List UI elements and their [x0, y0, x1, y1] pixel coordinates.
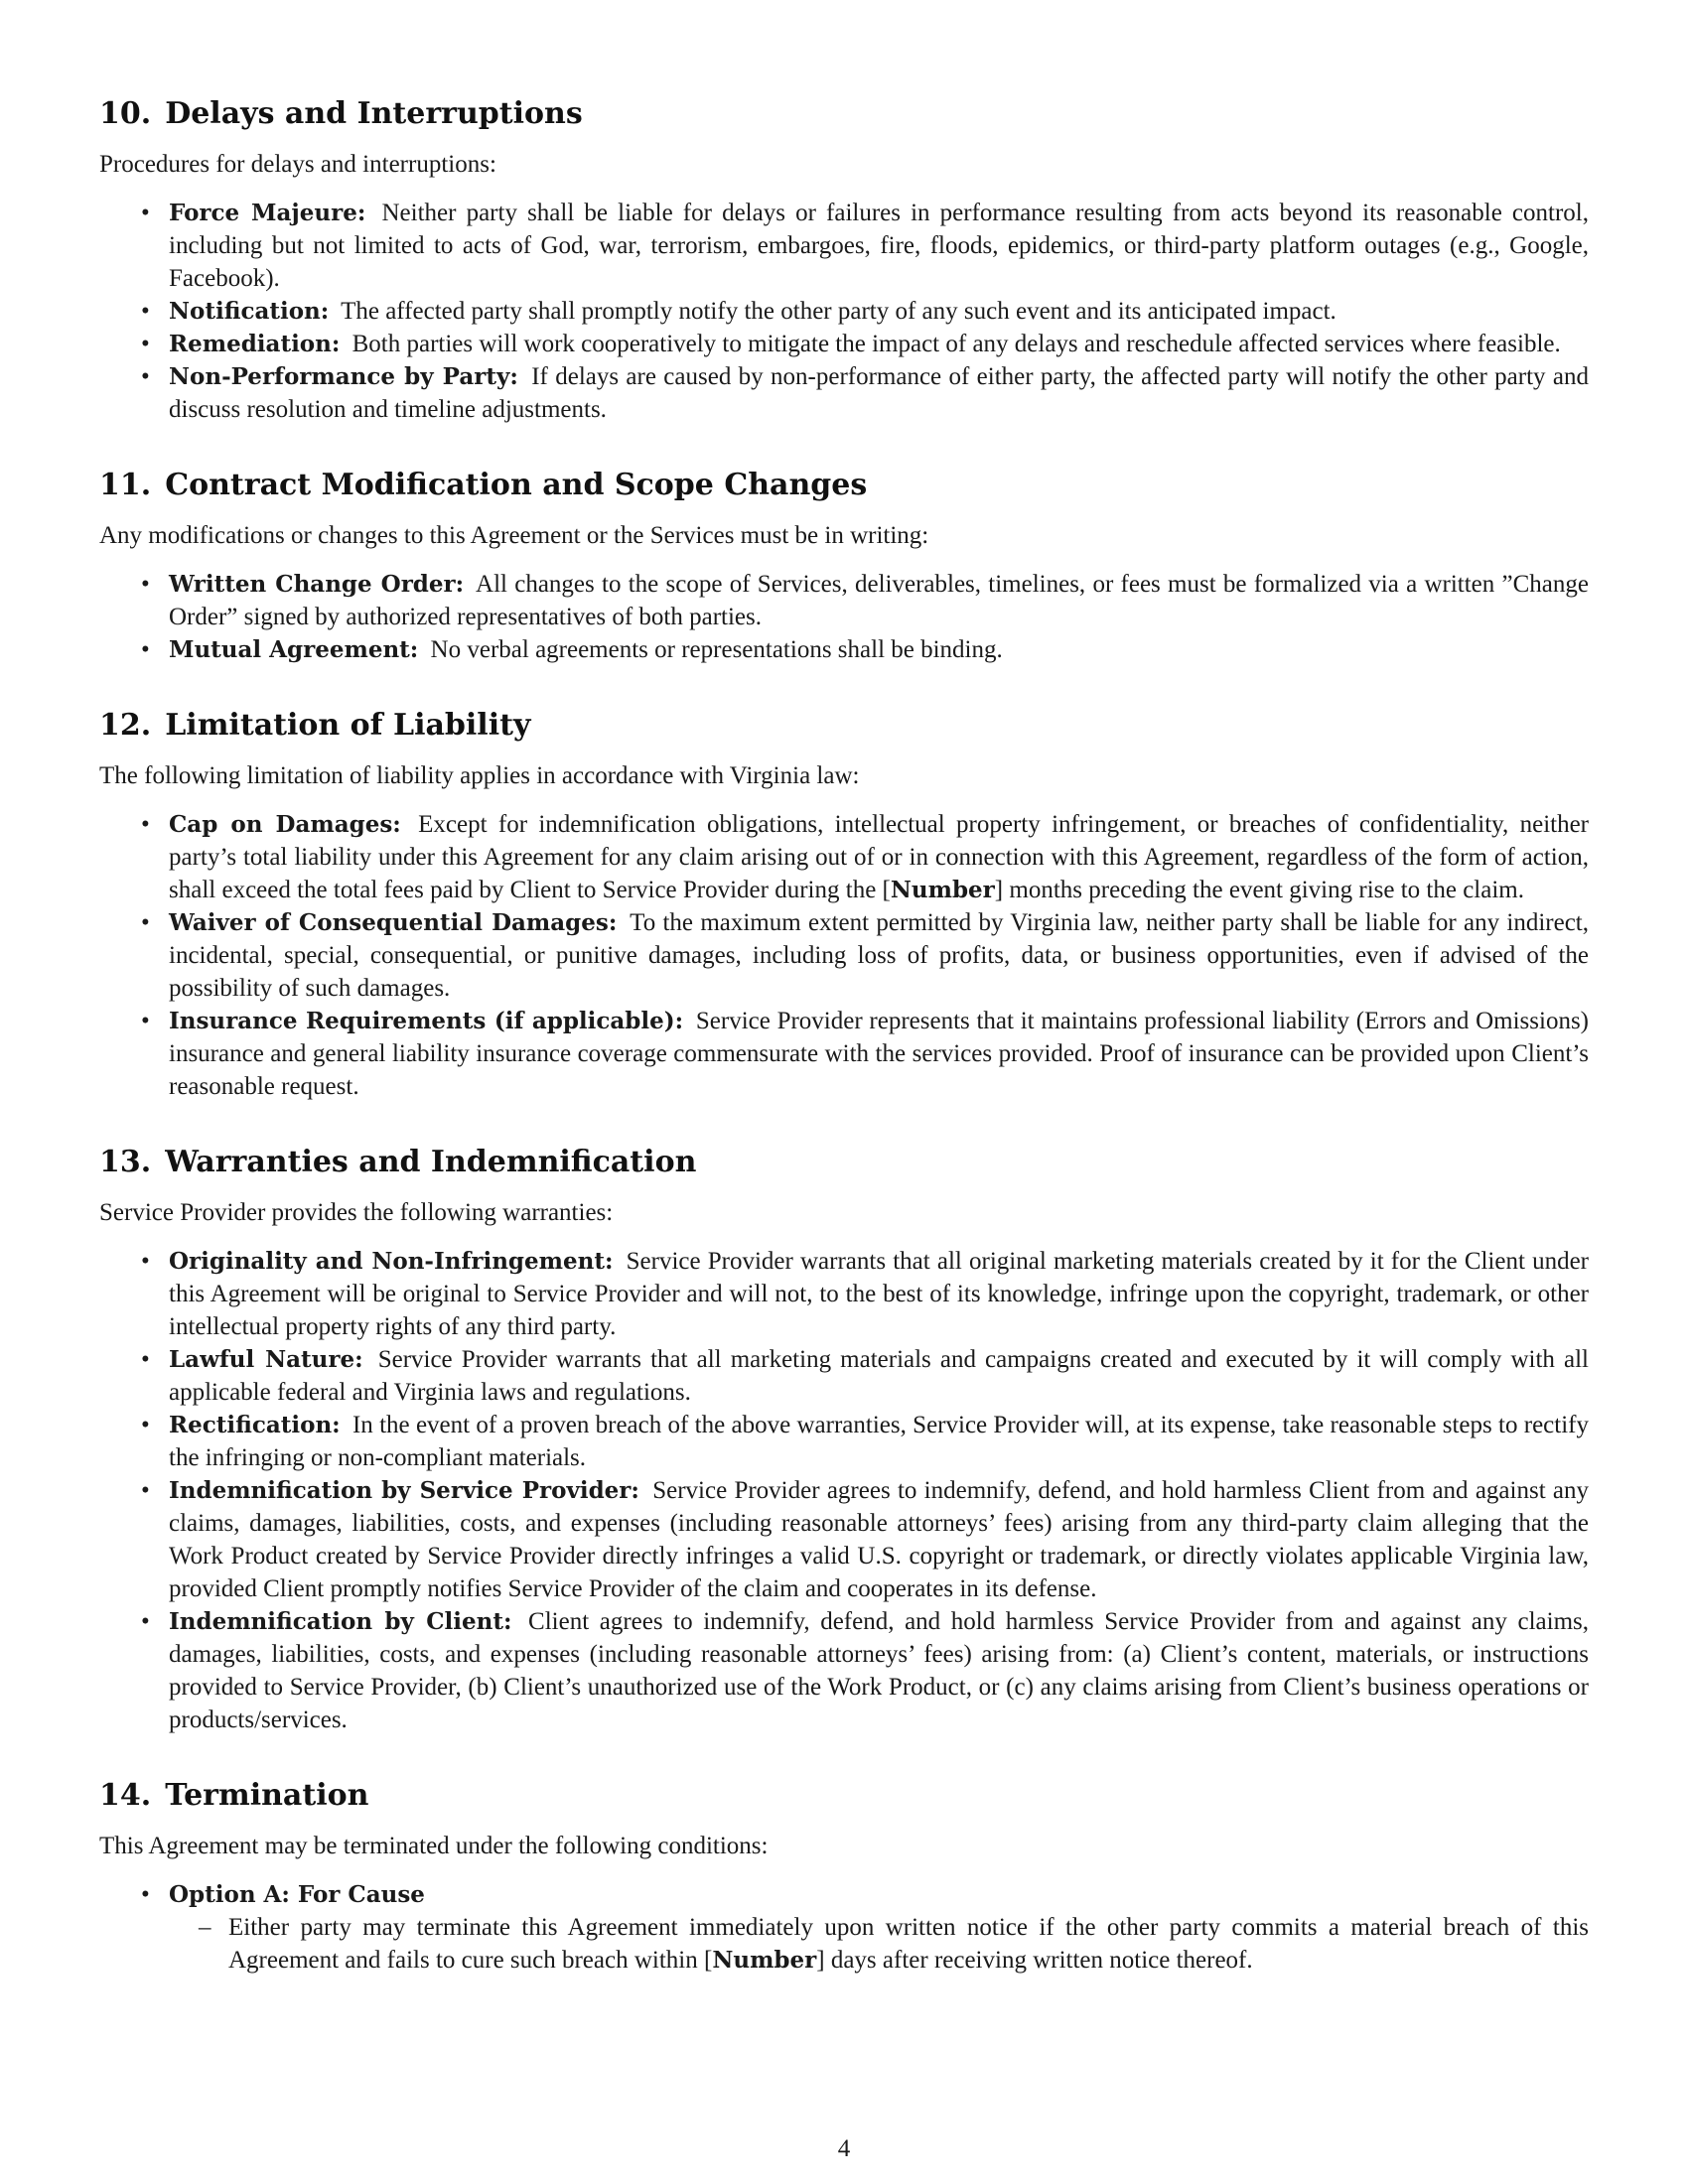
item-term: Non-Performance by Party:	[169, 363, 518, 390]
section-title: Limitation of Liability	[165, 708, 531, 743]
list-item	[169, 197, 1589, 295]
bullet-list	[99, 1878, 1589, 1977]
list-item	[169, 328, 1589, 360]
section-intro: This Agreement may be terminated under the following conditions:	[99, 1833, 769, 1859]
list-item	[169, 906, 1589, 1005]
item-text: In the event of a proven breach of the above warranties, Service Provider will, at its expense, take reasonable steps to rectify the infringing or non-compliant materials.	[169, 1412, 1589, 1471]
item-text: Neither party shall be liable for delays or failures in performance resulting from acts beyond its reasonable control, including but not limited to acts of God, war, terrorism, embargoes, fire, floods, epidemics, or third-party platform outages (e.g., Google, Facebook).	[169, 200, 1589, 292]
item-term: Written Change Order:	[169, 571, 465, 598]
section-heading	[99, 1776, 1589, 1816]
item-term: Originality and Non-Infringement:	[169, 1248, 614, 1275]
section-heading	[99, 706, 1589, 746]
item-term: Notification:	[169, 298, 330, 325]
section-title: Warranties and Indemnification	[165, 1145, 697, 1179]
item-text: To the maximum extent permitted by Virginia law, neither party shall be liable for any indirect, incidental, special, consequential, or punitive damages, including loss of profits, data, or business opportunities, even if advised of the possibility of such damages.	[169, 909, 1589, 1002]
section-warranties	[99, 1143, 1589, 1736]
item-text: Service Provider represents that it maintains professional liability (Errors and Omissions) insurance and general liability insurance coverage commensurate with the services provided. Proof of insurance can be provided upon Client’s reasonable request.	[169, 1008, 1590, 1100]
section-title: Delays and Interruptions	[165, 96, 583, 131]
number-placeholder: Number	[712, 1947, 817, 1974]
section-limitation-of-liability	[99, 706, 1589, 1103]
section-number: 14.	[99, 1778, 152, 1813]
item-text-after: days after receiving written notice thereof.	[830, 1947, 1253, 1974]
page-number: 4	[837, 2135, 851, 2162]
list-item	[169, 295, 1589, 328]
item-text: Service Provider warrants that all marketing materials and campaigns created and executed by it will comply with all applicable federal and Virginia laws and regulations.	[169, 1346, 1590, 1406]
item-term: Option A: For Cause	[169, 1881, 425, 1908]
item-term: Lawful Nature:	[169, 1346, 363, 1373]
item-term: Mutual Agreement:	[169, 636, 419, 663]
item-term: Rectification:	[169, 1412, 341, 1438]
bullet-list	[99, 808, 1589, 1103]
section-intro: Service Provider provides the following warranties:	[99, 1199, 614, 1226]
section-heading	[99, 94, 1589, 134]
item-term: Force Majeure:	[169, 200, 366, 226]
item-text: All changes to the scope of Services, deliverables, timelines, or fees must be formalized via a written ”Change Order” signed by authorized representatives of both parties.	[169, 571, 1590, 630]
list-item	[169, 1409, 1589, 1474]
list-item: • Cap on Damages: Except for indemnification obligations, intellectual property infringement, or breaches of confidentiality, neither party’s total liability under this Agreement for any claim arising out of or in connection with this Agreement, regardless of the form of action, shall exceed the total fees paid by Client to Service Provider during the [Number] months preceding the event giving rise to the claim.	[169, 808, 1589, 906]
section-title: Termination	[165, 1778, 369, 1813]
item-text: No verbal agreements or representations shall be binding.	[430, 636, 1003, 663]
item-term: Insurance Requirements (if applicable):	[169, 1008, 684, 1034]
item-text: The affected party shall promptly notify the other party of any such event and its anticipated impact.	[341, 298, 1336, 325]
document-page	[99, 94, 1589, 1977]
section-number: 11.	[99, 468, 152, 502]
item-text: If delays are caused by non-performance of either party, the affected party will notify the other party and discuss resolution and timeline adjustments.	[169, 363, 1590, 423]
item-term: Indemnification by Service Provider:	[169, 1477, 639, 1504]
item-text: Either party may terminate this Agreement immediately upon written notice if the other party commits a material breach of this Agreement and fails to cure such breach within	[228, 1914, 1589, 1974]
section-number: 13.	[99, 1145, 152, 1179]
bullet-list	[99, 1245, 1589, 1736]
section-termination	[99, 1776, 1589, 1977]
item-term: Cap on Damages:	[169, 811, 401, 838]
section-intro: Procedures for delays and interruptions:	[99, 151, 496, 178]
list-item-option-a	[169, 1878, 1589, 1977]
item-term: Indemnification by Client:	[169, 1608, 512, 1635]
section-heading	[99, 466, 1589, 505]
sub-list	[169, 1911, 1589, 1977]
list-item	[169, 1343, 1589, 1409]
section-number: 12.	[99, 708, 152, 743]
list-item	[169, 633, 1589, 666]
list-item	[169, 1474, 1589, 1605]
item-text: Both parties will work cooperatively to mitigate the impact of any delays and reschedule affected services where feasible.	[352, 331, 1561, 357]
list-item	[169, 1245, 1589, 1343]
item-term: Remediation:	[169, 331, 341, 357]
item-text: Service Provider warrants that all original marketing materials created by it for the Client under this Agreement will be original to Service Provider and will not, to the best of its knowledge, infringe upon the copyright, trademark, or other intellectual property rights of any third party.	[169, 1248, 1590, 1340]
bullet-list	[99, 568, 1589, 666]
sub-list-item: – Either party may terminate this Agreement immediately upon written notice if the other party commits a material breach of this Agreement and fails to cure such breach within [Number] days after receiving written notice thereof.	[228, 1911, 1589, 1977]
section-delays	[99, 94, 1589, 426]
section-intro: The following limitation of liability applies in accordance with Virginia law:	[99, 762, 860, 789]
section-contract-modification	[99, 466, 1589, 666]
item-text: Except for indemnification obligations, intellectual property infringement, or breaches of confidentiality, neither party’s total liability under this Agreement for any claim arising out of or in connection with this Agreement, regardless of the form of action, shall exceed the total fees paid by Client to Service Provider during the	[169, 811, 1590, 903]
item-text: Client agrees to indemnify, defend, and hold harmless Service Provider from and against any claims, damages, liabilities, costs, and expenses (including reasonable attorneys’ fees) arising from: (a) Client’s content, materials, or instructions provided to Service Provider, (b) Client’s unauthorized use of the Work Product, or (c) any claims arising from Client’s business operations or products/services.	[169, 1608, 1589, 1733]
section-number: 10.	[99, 96, 152, 131]
number-placeholder: Number	[890, 877, 995, 903]
item-text: Service Provider agrees to indemnify, defend, and hold harmless Client from and against any claims, damages, liabilities, costs, and expenses (including reasonable attorneys’ fees) arising from any third-party claim alleging that the Work Product created by Service Provider directly infringes a valid U.S. copyright or trademark, or directly violates applicable Virginia law, provided Client promptly notifies Service Provider of the claim and cooperates in its defense.	[169, 1477, 1590, 1602]
list-item	[169, 1605, 1589, 1736]
list-item	[169, 1005, 1589, 1103]
section-intro: Any modifications or changes to this Agreement or the Services must be in writing:	[99, 522, 929, 549]
bullet-list	[99, 197, 1589, 426]
section-heading	[99, 1143, 1589, 1182]
list-item	[169, 360, 1589, 426]
item-term: Waiver of Consequential Damages:	[169, 909, 618, 936]
list-item	[169, 568, 1589, 633]
section-title: Contract Modification and Scope Changes	[165, 468, 868, 502]
item-text-after: months preceding the event giving rise to the claim.	[1009, 877, 1524, 903]
